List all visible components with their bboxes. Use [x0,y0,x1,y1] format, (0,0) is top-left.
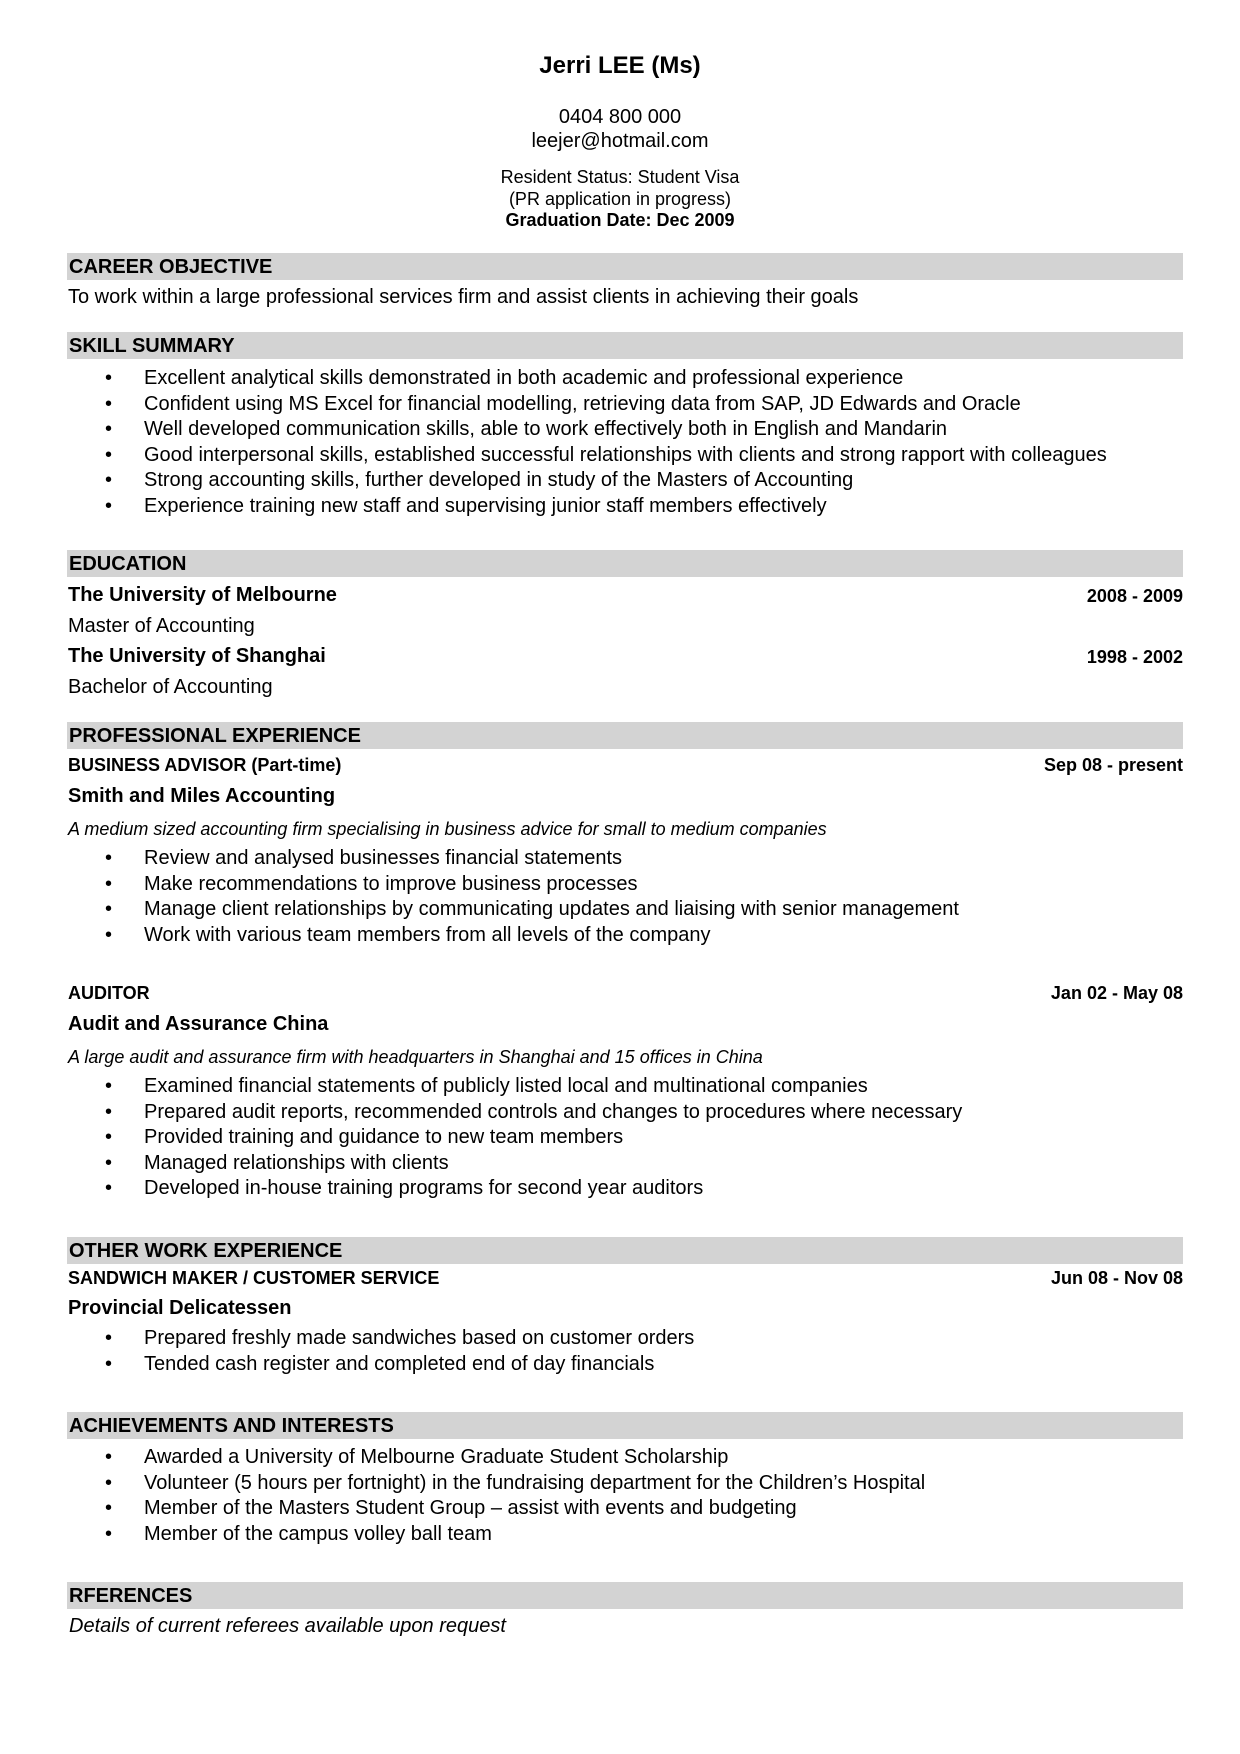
phone-number: 0404 800 000 [558,106,682,128]
section-header-professional-experience [67,722,1183,749]
bullet: • [105,392,113,415]
bullet: • [105,1471,113,1494]
institution-name: The University of Melbourne [68,584,337,606]
section-header-achievements [67,1412,1183,1439]
list-item-text: Member of the Masters Student Group – assist with events and budgeting [144,1497,797,1520]
list-item-text: Tended cash register and completed end of day financials [144,1352,655,1375]
bullet: • [105,923,113,946]
section-header-skill-summary [67,332,1183,359]
institution-name: The University of Shanghai [68,645,326,667]
job-dates: Jun 08 - Nov 08 [1050,1268,1183,1288]
bullet: • [105,872,113,895]
list-item-text: Work with various team members from all levels of the company [144,923,711,946]
bullet: • [105,1075,113,1097]
list-item-text: Prepared audit reports, recommended controls and changes to procedures where necessary [144,1100,963,1123]
section-title: ACHIEVEMENTS AND INTERESTS [69,1415,394,1437]
bullet: • [105,1352,113,1375]
section-header-education [67,550,1183,577]
section-title: OTHER WORK EXPERIENCE [69,1240,343,1262]
job-dates: Sep 08 - present [1043,755,1183,775]
list-item-text: Confident using MS Excel for financial modelling, retrieving data from SAP, JD Edwards and Oracle [144,392,1021,415]
section-header-other-work-experience [67,1237,1183,1264]
job-title: AUDITOR [68,983,150,1003]
list-item-text: Volunteer (5 hours per fortnight) in the fundraising department for the Children’s Hospital [144,1471,926,1494]
bullet: • [105,847,113,869]
section-title: CAREER OBJECTIVE [69,256,273,278]
list-item-text: Experience training new staff and supervising junior staff members effectively [144,494,827,517]
bullet: • [105,1151,113,1174]
job-title: SANDWICH MAKER / CUSTOMER SERVICE [68,1268,440,1288]
company-description: A medium sized accounting firm specialising in business advice for small to medium companies [68,819,827,839]
list-item-text: Make recommendations to improve business processes [144,872,638,895]
section-header-references [67,1582,1183,1609]
bullet: • [105,1126,113,1149]
section-title: SKILL SUMMARY [69,335,235,357]
bullet: • [105,494,113,517]
section-header-career-objective [67,253,1183,280]
career-objective-text: To work within a large professional services firm and assist clients in achieving their goals [68,286,859,308]
bullet: • [105,418,113,441]
bullet: • [105,1177,113,1200]
job-title: BUSINESS ADVISOR (Part-time) [68,755,342,775]
degree-name: Master of Accounting [68,615,255,637]
graduation-date: Graduation Date: Dec 2009 [505,210,735,230]
bullet: • [105,1327,113,1349]
list-item-text: Developed in-house training programs for second year auditors [144,1177,704,1200]
education-dates: 2008 - 2009 [1086,586,1183,606]
bullet: • [105,469,113,492]
candidate-name: Jerri LEE (Ms) [539,52,701,79]
list-item-text: Awarded a University of Melbourne Graduate Student Scholarship [144,1446,729,1468]
section-title: RFERENCES [69,1585,193,1607]
list-item-text: Examined financial statements of publicly listed local and multinational companies [144,1075,868,1097]
degree-name: Bachelor of Accounting [68,676,273,698]
list-item-text: Managed relationships with clients [144,1151,449,1174]
company-description: A large audit and assurance firm with headquarters in Shanghai and 15 offices in China [68,1047,763,1067]
bullet: • [105,1497,113,1520]
bullet: • [105,898,113,921]
email-address: leejer@hotmail.com [531,130,709,152]
bullet: • [105,1522,113,1545]
pr-status: (PR application in progress) [508,189,732,209]
section-title: EDUCATION [69,553,187,575]
job-dates: Jan 02 - May 08 [1050,983,1183,1003]
list-item-text: Review and analysed businesses financial statements [144,847,623,869]
bullet: • [105,367,113,389]
bullet: • [105,443,113,466]
education-dates: 1998 - 2002 [1086,647,1183,667]
resident-status: Resident Status: Student Visa [500,167,740,187]
company-name: Smith and Miles Accounting [68,785,336,807]
list-item-text: Excellent analytical skills demonstrated in both academic and professional experience [144,367,904,389]
list-item-text: Provided training and guidance to new team members [144,1126,624,1149]
section-title: PROFESSIONAL EXPERIENCE [69,725,361,747]
list-item-text: Member of the campus volley ball team [144,1522,492,1545]
list-item-text: Well developed communication skills, able to work effectively both in English and Mandarin [144,418,948,441]
list-item-text: Manage client relationships by communicating updates and liaising with senior management [144,898,959,921]
bullet: • [105,1100,113,1123]
list-item-text: Strong accounting skills, further developed in study of the Masters of Accounting [144,469,854,492]
list-item-text: Prepared freshly made sandwiches based on customer orders [144,1327,695,1349]
list-item-text: Good interpersonal skills, established successful relationships with clients and strong rapport with colleagues [144,443,1107,466]
bullet: • [105,1446,113,1468]
company-name: Audit and Assurance China [68,1013,329,1035]
company-name: Provincial Delicatessen [68,1297,292,1319]
references-text: Details of current referees available upon request [69,1615,506,1637]
